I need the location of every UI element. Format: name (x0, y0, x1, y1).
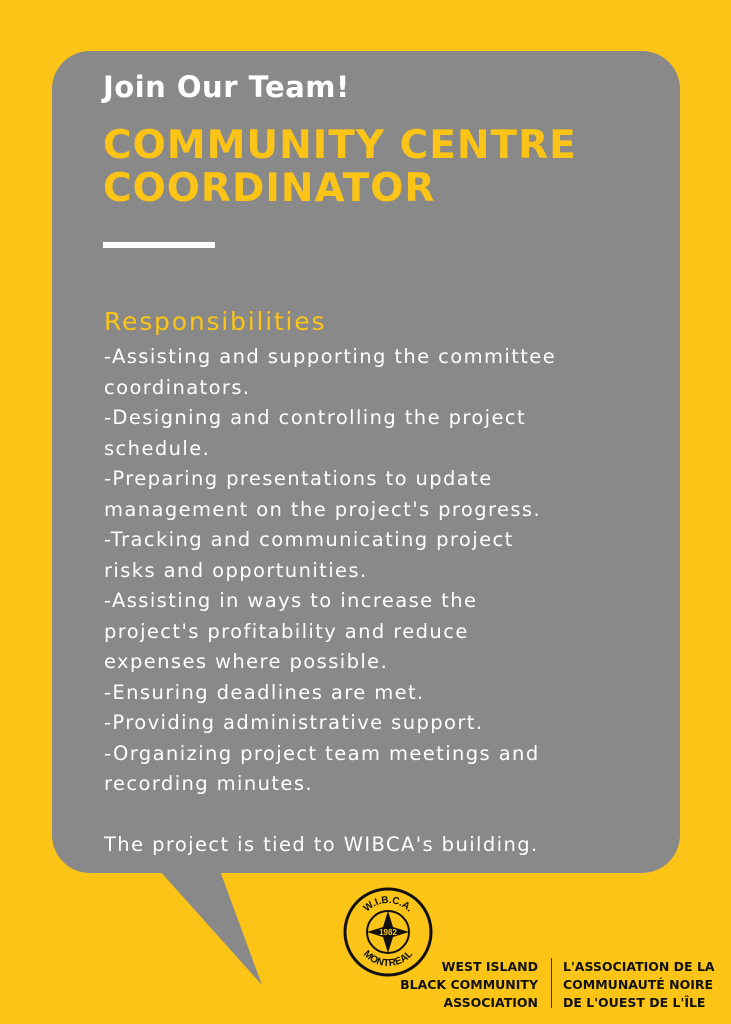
responsibility-line: -Providing administrative support. (104, 711, 484, 734)
responsibility-line: -Tracking and communicating project (104, 528, 514, 551)
organization-name-english (400, 958, 538, 1012)
title-divider (103, 242, 215, 248)
responsibility-line: -Organizing project team meetings and (104, 741, 540, 765)
logo-year: 1982 (379, 928, 397, 937)
responsibility-line: -Designing and controlling the project (104, 406, 527, 429)
responsibility-line: management on the project's progress. (104, 497, 542, 521)
responsibilities-heading: Responsibilities (104, 307, 327, 336)
org-name-line: COMMUNAUTÉ NOIRE (563, 977, 714, 992)
intro-heading: Join Our Team! (103, 70, 350, 104)
responsibility-line: expenses where possible. (104, 650, 389, 673)
org-name-line: WEST ISLAND (441, 959, 538, 974)
responsibility-line: coordinators. (104, 375, 251, 399)
responsibility-line: -Ensuring deadlines are met. (104, 680, 425, 704)
job-title-line: COORDINATOR (103, 166, 436, 211)
responsibility-line: -Preparing presentations to update (104, 467, 493, 490)
org-name-line: ASSOCIATION (443, 995, 538, 1010)
responsibilities-list (104, 342, 664, 800)
job-title (103, 124, 663, 210)
organization-divider (551, 958, 552, 1008)
org-name-line: DE L'OUEST DE L'ÎLE (563, 995, 706, 1010)
org-name-line: BLACK COMMUNITY (400, 977, 538, 992)
project-note: The project is tied to WIBCA's building. (104, 833, 539, 856)
organization-name-french (563, 958, 715, 1012)
responsibility-line: recording minutes. (104, 772, 313, 795)
org-name-line: L'ASSOCIATION DE LA (563, 959, 715, 974)
responsibility-line: schedule. (104, 436, 211, 460)
job-title-line: COMMUNITY CENTRE (103, 123, 577, 168)
responsibility-line: -Assisting and supporting the committee (104, 345, 557, 368)
logo-top-text: W.I.B.C.A. (361, 894, 415, 915)
responsibility-line: risks and opportunities. (104, 558, 368, 582)
responsibility-line: -Assisting in ways to increase the (104, 589, 478, 612)
logo-bottom-text: MONTREAL (360, 948, 416, 970)
responsibility-line: project's profitability and reduce (104, 619, 469, 643)
